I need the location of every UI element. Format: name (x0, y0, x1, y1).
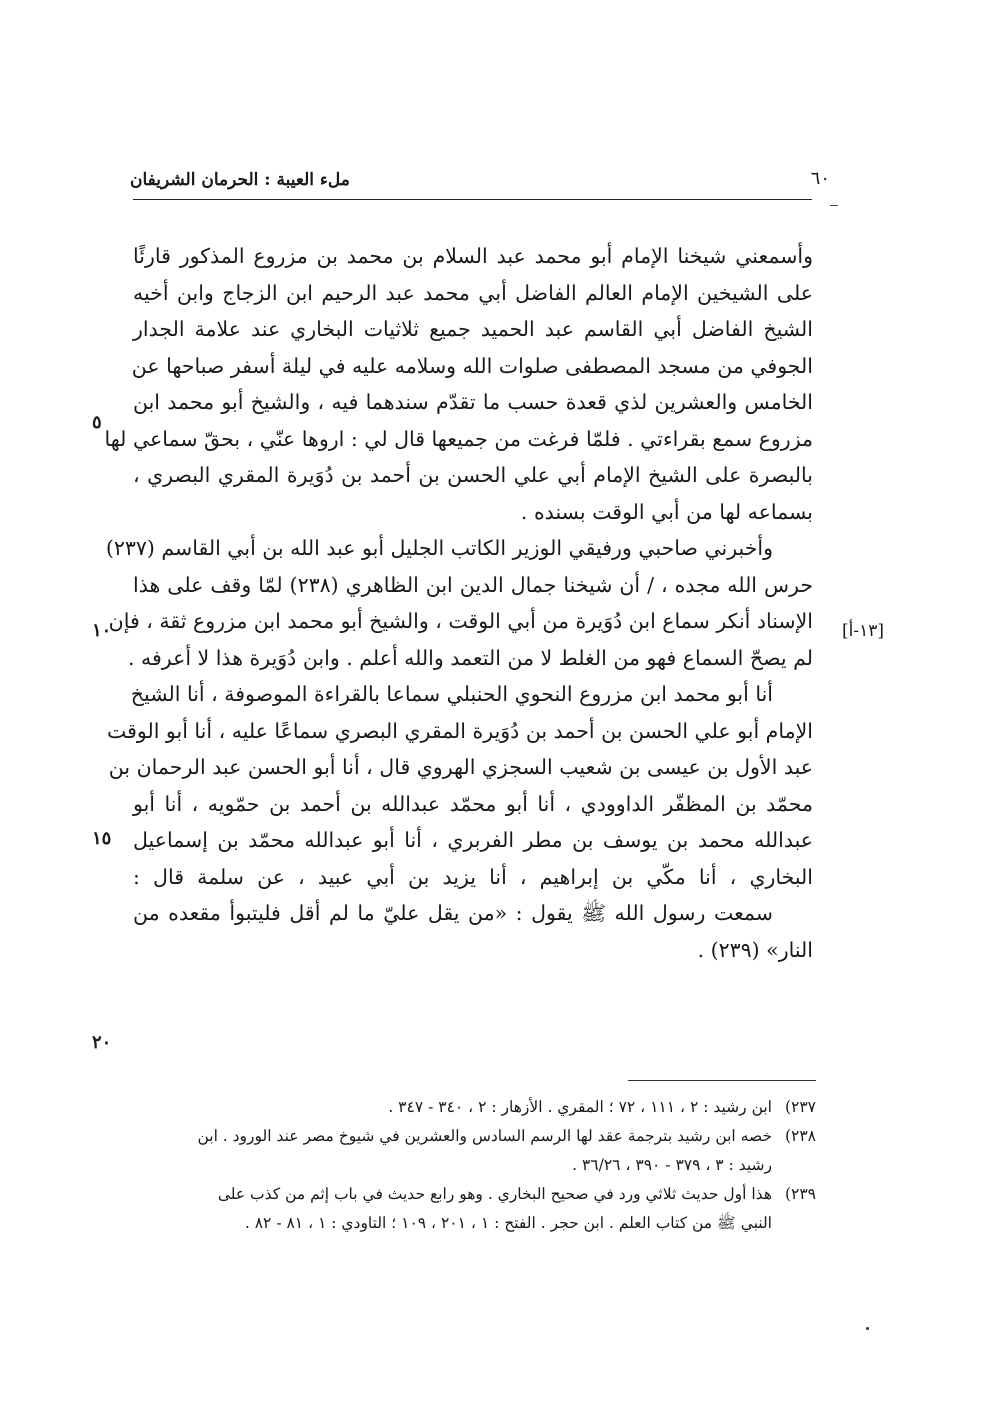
line-number: ١٥ (92, 828, 112, 849)
text-line: عبد الأول بن عيسى بن شعيب السجزي الهروي قال ، أنا أبو الحسن عبد الرحمان بن (108, 755, 813, 779)
header-tick-mark (830, 205, 838, 206)
text-line: مزروع سمع بقراءتي . فلمّا فرغت من جميعها قال لي : اروها عنّي ، بحقّ سماعي لها (104, 426, 813, 451)
header-rule (133, 199, 812, 200)
footnote-text: ابن رشيد : ٢ ، ١١١ ، ٧٢ ؛ المقري . الأزهار : ٢ ، ٣٤٠ - ٣٤٧ . (388, 1098, 772, 1116)
footnote (150, 1180, 816, 1238)
main-text (104, 238, 813, 968)
footnote-number: ٢٣٨) (784, 1127, 816, 1145)
footnote-number: ٢٣٩) (784, 1185, 816, 1203)
footnote-text: خصه ابن رشيد بترجمة عقد لها الرسم السادس والعشرين في شيوخ مصر عند الورود . ابن (197, 1127, 772, 1145)
text-line: وأخبرني صاحبي ورفيقي الوزير الكاتب الجليل أبو عبد الله بن أبي القاسم (٢٣٧) (105, 536, 773, 560)
footnote-number: ٢٣٧) (784, 1098, 816, 1116)
text-line: لم يصحّ السماع فهو من الغلط لا من التعمد والله أعلم . وابن دُوَيرة هذا لا أعرفه . (127, 645, 813, 670)
text-line: الإسناد أنكر سماع ابن دُوَيرة من أبي الوقت ، والشيخ أبو محمد ابن مزروع ثقة ، فإن (108, 609, 813, 633)
text-line: حرس الله مجده ، / أن شيخنا جمال الدين ابن الظاهري (٢٣٨) لمّا وقف على هذا (133, 572, 813, 597)
line-number: ٢٠ (92, 1032, 112, 1053)
running-header-title: ملء العيبة : الحرمان الشريفان (130, 170, 350, 190)
footnote-text: هذا أول حديث ثلاثي ورد في صحيح البخاري . وهو رابع حديث في باب إثم من كذب على (217, 1185, 772, 1203)
line-number: ٥ (92, 412, 102, 433)
stray-mark (866, 1327, 869, 1330)
text-line: الإمام أبو علي الحسن بن أحمد بن دُوَيرة المقري البصري سماعًا عليه ، أنا أبو الوقت (106, 718, 813, 743)
text-line: سمعت رسول الله ﷺ يقول : «من يقل عليّ ما لم أقل فليتبوأ مقعده من (133, 901, 773, 925)
text-line: البخاري ، أنا مكّي بن إبراهيم ، أنا يزيد بن أبي عبيد ، عن سلمة قال : (133, 864, 813, 889)
text-line: النار» (٢٣٩) . (697, 937, 813, 962)
text-line: بالبصرة على الشيخ الإمام أبي علي الحسن بن أحمد بن دُوَيرة المقري البصري ، (133, 463, 813, 487)
footnote-text: رشيد : ٣ ، ٣٧٩ - ٣٩٠ ، ٣٦/٢٦ . (572, 1156, 772, 1174)
text-line: عبدالله محمد بن يوسف بن مطر الفربري ، أنا أبو عبدالله محمّد بن إسماعيل (133, 828, 813, 852)
text-line: الشيخ الفاضل أبي القاسم عبد الحميد جميع ثلاثيات البخاري عند علامة الجدار (133, 317, 813, 341)
footnote (150, 1093, 816, 1122)
text-line: بسماعه لها من أبي الوقت بسنده . (520, 499, 813, 524)
page-number: ٦٠ (810, 168, 830, 189)
text-line: على الشيخين الإمام العالم الفاضل أبي محمد عبد الرحيم ابن الزجاج وابن أخيه (133, 280, 813, 305)
footnote (150, 1122, 816, 1180)
footnote-separator (628, 1080, 816, 1081)
text-line: وأسمعني شيخنا الإمام أبو محمد عبد السلام بن محمد بن مزروع المذكور قارئًا (133, 244, 813, 268)
text-line: الجوفي من مسجد المصطفى صلوات الله وسلامه عليه في ليلة أسفر صباحها عن (131, 353, 813, 378)
text-line: الخامس والعشرين لذي قعدة حسب ما تقدّم سندهما فيه ، والشيخ أبو محمد ابن (133, 390, 813, 414)
manuscript-folio-marker: [١٣-أ] (842, 621, 885, 641)
text-line: محمّد بن المظفّر الداوودي ، أنا أبو محمّد عبدالله بن أحمد بن حمّويه ، أنا أبو (133, 791, 813, 816)
footnotes (150, 1093, 816, 1238)
footnote-text: النبي ﷺ من كتاب العلم . ابن حجر . الفتح : ١ ، ٢٠١ ، ١٠٩ ؛ التاودي : ١ ، ٨١ - ٨٢ . (244, 1214, 772, 1232)
line-number: ١٠ (92, 620, 112, 641)
text-line: أنا أبو محمد ابن مزروع النحوي الحنبلي سماعا بالقراءة الموصوفة ، أنا الشيخ (130, 682, 773, 706)
